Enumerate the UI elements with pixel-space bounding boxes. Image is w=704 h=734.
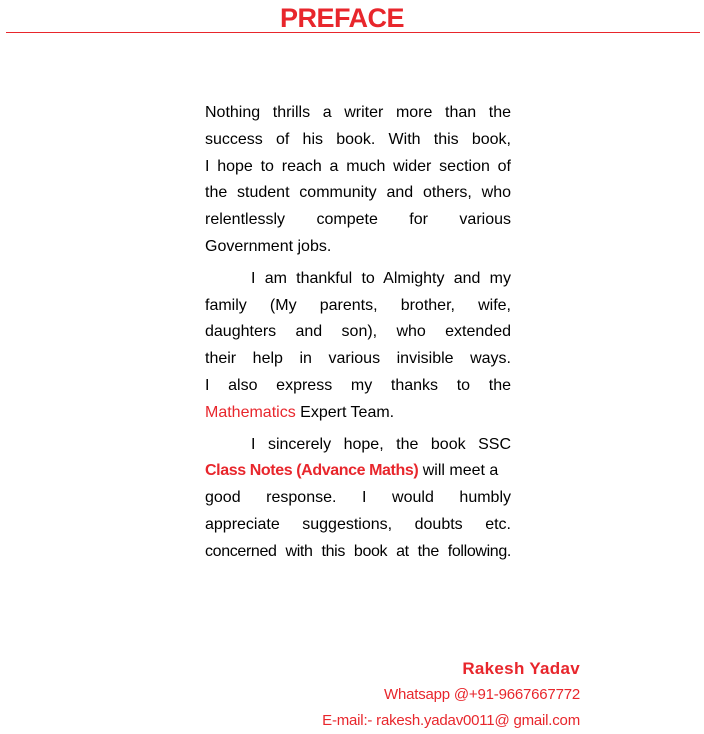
text-line: daughters and son), who extended: [205, 323, 511, 341]
text-line: success of his book. With this book,: [205, 130, 511, 148]
text-line: their help in various invisible ways.: [205, 350, 511, 368]
page-title: PREFACE: [279, 3, 405, 33]
title-divider: [6, 32, 700, 33]
text-fragment: Expert Team.: [295, 403, 395, 421]
text-line: Nothing thrills a writer more than the: [205, 104, 511, 121]
paragraph-2: [205, 266, 511, 427]
text-line: appreciate suggestions, doubts etc.: [205, 515, 511, 533]
author-name: Rakesh Yadav: [462, 659, 580, 678]
text-line: family (My parents, brother, wife,: [205, 296, 511, 314]
text-line: the student community and others, who: [205, 184, 511, 202]
book-title-highlight: Class Notes (Advance Maths): [205, 462, 419, 480]
text-line: good response. I would humbly: [205, 489, 511, 507]
text-line: [205, 458, 511, 485]
text-line: Government jobs.: [205, 237, 332, 255]
text-line: I am thankful to Almighty and my: [251, 269, 511, 287]
email-contact: E-mail:- rakesh.yadav0011@ gmail.com: [322, 712, 580, 729]
text-line: I hope to reach a much wider section of: [205, 157, 511, 175]
text-line: I also express my thanks to the: [205, 376, 511, 394]
text-line: concerned with this book at the following.: [205, 542, 511, 560]
text-line: I sincerely hope, the book SSC: [251, 435, 511, 453]
whatsapp-contact: Whatsapp @+91-9667667772: [384, 686, 580, 703]
preface-body: [205, 100, 511, 571]
text-line: relentlessly compete for various: [205, 211, 511, 229]
mathematics-highlight: Mathematics: [205, 403, 296, 421]
text-fragment: will meet a: [418, 462, 499, 480]
author-signature: [322, 656, 580, 734]
paragraph-3: [205, 432, 511, 566]
text-line: [205, 400, 511, 427]
paragraph-1: [205, 100, 511, 261]
